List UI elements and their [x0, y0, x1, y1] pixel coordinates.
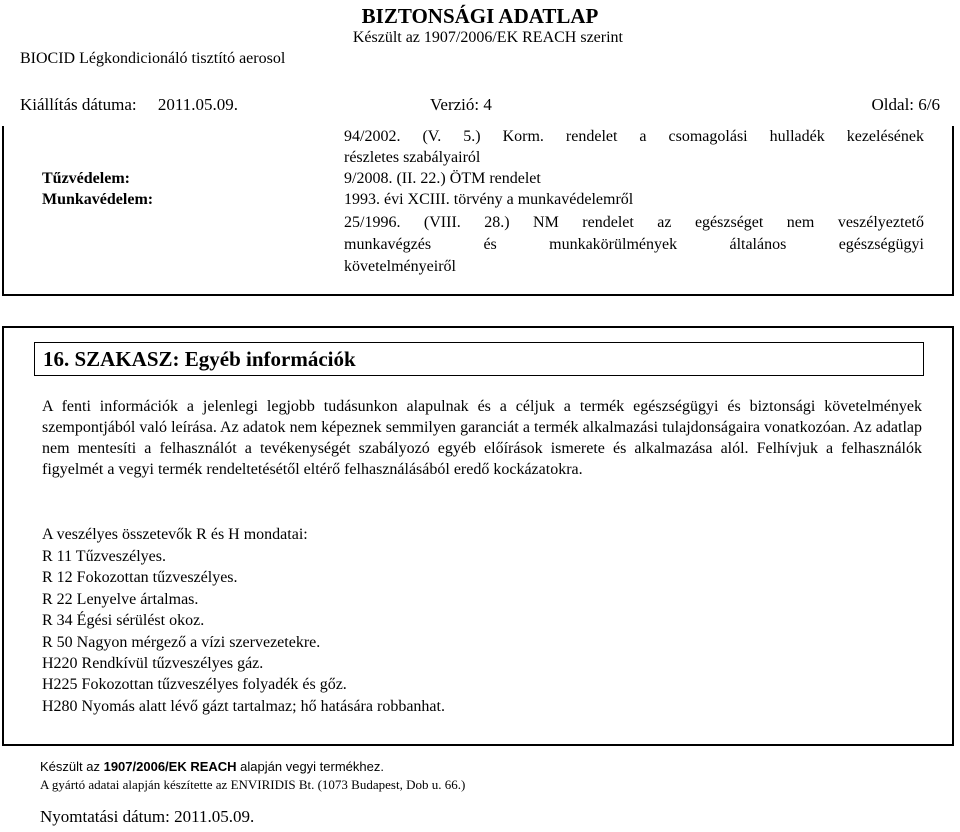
document-subtitle: Készült az 1907/2006/EK REACH szerint: [352, 29, 623, 46]
hazard-phrase: R 11 Tűzveszélyes.: [42, 548, 166, 565]
regulation-packaging-cont: részletes szabályairól: [344, 149, 481, 166]
section-15-box: [2, 126, 954, 296]
hazard-phrase: H280 Nyomás alatt lévő gázt tartalmaz; hő hatására robbanhat.: [42, 697, 445, 715]
hazard-phrase: R 34 Égési sérülést okoz.: [42, 612, 205, 630]
page-number: Oldal: 6/6: [871, 95, 940, 114]
print-date: Nyomtatási dátum: 2011.05.09.: [40, 807, 255, 826]
hazard-phrase: H220 Rendkívül tűzveszélyes gáz.: [42, 655, 264, 673]
hazard-phrase: R 22 Lenyelve ártalmas.: [42, 590, 199, 608]
work-safety-decree-line1: 25/1996. (VIII. 28.) NM rendelet az egészséget nem veszélyeztető: [344, 214, 924, 231]
section-16-paragraph: A fenti információk a jelenlegi legjobb tudásunkon alapulnak és a céljuk a termék egészségügyi és biztonsági követelmények szempontjából való leírása. Az adatok nem képeznek semmilyen garanciát a termék alkalmazási tulajdonságaira vonatkozóan. Az adatlap nem mentesíti a felhasználót a tevékenységét szabályozó egyéb előírások ismerete és alkalmazása alól. Felhívjuk a felhasználók figyelmét a vegyi termék rendeltetésétől eltérő felhasználásából eredő kockázatokra.: [42, 398, 922, 478]
version: Verzió: 4: [430, 95, 492, 114]
footer-reach-suffix: alapján vegyi termékhez.: [236, 759, 384, 774]
document-title: BIZTONSÁGI ADATLAP: [361, 4, 599, 28]
footer-reach-prefix: Készült az: [40, 759, 104, 774]
fire-protection-text: 9/2008. (II. 22.) ÖTM rendelet: [344, 170, 541, 187]
regulation-packaging: 94/2002. (V. 5.) Korm. rendelet a csomagolási hulladék kezelésének: [344, 128, 924, 145]
hazard-phrases-title: A veszélyes összetevők R és H mondatai:: [42, 526, 308, 543]
work-safety-label: Munkavédelem:: [42, 191, 154, 208]
section-16-heading: 16. SZAKASZ: Egyéb információk: [34, 342, 924, 376]
hazard-phrases-list: [42, 546, 445, 717]
footer-reach-bold: 1907/2006/EK REACH: [103, 759, 237, 774]
fire-protection-label: Tűzvédelem:: [42, 170, 130, 187]
work-safety-decree-line2: munkavégzés és munkakörülmények általános egészségügyi: [344, 236, 924, 253]
product-name: BIOCID Légkondicionáló tisztító aerosol: [20, 50, 286, 67]
work-safety-law: 1993. évi XCIII. törvény a munkavédelemről: [344, 191, 634, 208]
footer-manufacturer: A gyártó adatai alapján készítette az ENVIRIDIS Bt. (1073 Budapest, Dob u. 66.): [40, 777, 466, 792]
hazard-phrase: R 12 Fokozottan tűzveszélyes.: [42, 569, 238, 587]
issue-date: Kiállítás dátuma: 2011.05.09.: [20, 95, 238, 114]
work-safety-decree-line3: követelményeiről: [344, 258, 456, 275]
hazard-phrase: R 50 Nagyon mérgező a vízi szervezetekre.: [42, 633, 321, 651]
footer-reach-note: [40, 758, 384, 776]
hazard-phrase: H225 Fokozottan tűzveszélyes folyadék és gőz.: [42, 676, 347, 694]
section-16-box: [2, 326, 954, 746]
